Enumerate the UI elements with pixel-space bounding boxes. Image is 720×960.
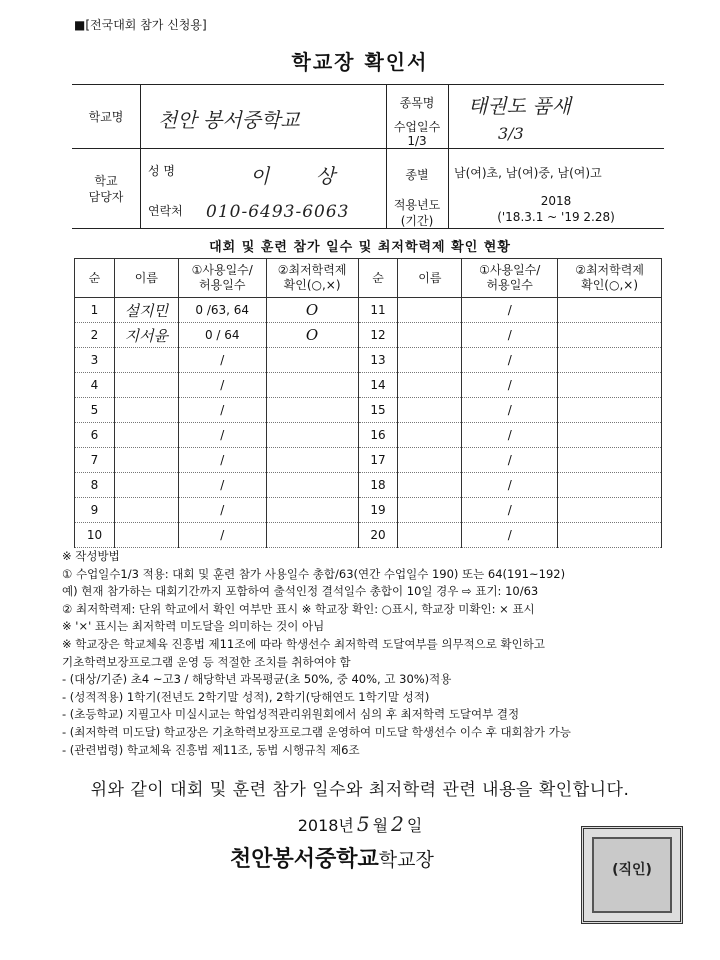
confirmation-date: 2018년 5 월 2 일: [297, 812, 423, 836]
student-name: [398, 348, 462, 373]
used-allowed-days: /: [178, 423, 266, 448]
instruction-line: ※ 학교장은 학교체육 진흥법 제11조에 따라 학생선수 최저학력 도달여부를 의무적으로 확인하고: [62, 636, 545, 651]
student-name: [398, 373, 462, 398]
contact-value: 010-6493-6063: [206, 202, 350, 222]
min-academic-check: [558, 448, 662, 473]
row-number: 9: [75, 498, 115, 523]
row-number: 20: [358, 523, 398, 548]
student-name: 설지민: [114, 298, 178, 323]
apply-period-value: ('18.3.1 ~ '19 2.28): [497, 210, 615, 224]
col-days-header-right: ①사용일수/ 허용일수: [462, 259, 558, 298]
apply-year-value: 2018: [540, 194, 572, 208]
writing-instructions: [62, 548, 702, 759]
row-number: 16: [358, 423, 398, 448]
row-number: 13: [358, 348, 398, 373]
table-row: [75, 423, 662, 448]
row-number: 8: [75, 473, 115, 498]
instruction-line: 예) 현재 참가하는 대회기간까지 포함하여 출석인정 결석일수 총합이 10일 경우 ⇨ 표기: 10/63: [62, 584, 539, 599]
col-no-header-right: 순: [358, 259, 398, 298]
table-row: [75, 348, 662, 373]
student-name: [114, 348, 178, 373]
table-row: [75, 398, 662, 423]
instruction-line: - (초등학교) 지필고사 미실시교는 학업성적관리위원회에서 심의 후 최저학력 도달여부 결정: [62, 707, 520, 722]
used-allowed-days: /: [462, 473, 558, 498]
used-allowed-days: /: [178, 373, 266, 398]
min-academic-check: [266, 423, 358, 448]
used-allowed-days: /: [178, 348, 266, 373]
instruction-line: 기초학력보장프로그램 운영 등 적절한 조치를 취하여야 함: [62, 654, 351, 669]
document-title: 학교장 확인서: [291, 50, 429, 74]
min-academic-check: [558, 473, 662, 498]
min-academic-check: [266, 523, 358, 548]
min-academic-check: [266, 448, 358, 473]
form-type-tag: ■[전국대회 참가 신청용]: [74, 18, 207, 32]
used-allowed-days: /: [462, 523, 558, 548]
col-no-header: 순: [75, 259, 115, 298]
instruction-line: - (관련법령) 학교체육 진흥법 제11조, 동법 시행규칙 제6조: [62, 742, 360, 757]
instruction-line: - (최저학력 미도달) 학교장은 기초학력보장프로그램 운영하여 미도달 학생선수 이수 후 대회참가 가능: [62, 724, 571, 739]
participation-table: [74, 258, 662, 548]
row-number: 17: [358, 448, 398, 473]
col-check-header-right: ②최저학력제 확인(○,×): [558, 259, 662, 298]
row-number: 18: [358, 473, 398, 498]
table-row: [75, 323, 662, 348]
manager-name-value: 이 상: [250, 164, 355, 188]
instruction-line: ※ 작성방법: [62, 549, 120, 563]
instruction-line: ② 최저학력제: 단위 학교에서 확인 여부만 표시 ※ 학교장 확인: ○표시, 학교장 미확인: × 표시: [62, 601, 535, 616]
student-name: [114, 498, 178, 523]
student-name: [114, 373, 178, 398]
used-allowed-days: /: [462, 323, 558, 348]
confirmation-statement: 위와 같이 대회 및 훈련 참가 일수와 최저학력 관련 내용을 확인합니다.: [90, 780, 630, 800]
used-allowed-days: 0 /63, 64: [178, 298, 266, 323]
student-name: [398, 498, 462, 523]
row-number: 15: [358, 398, 398, 423]
min-academic-check: [558, 523, 662, 548]
student-name: [114, 448, 178, 473]
manager-label-2: 담당자: [88, 190, 124, 204]
min-academic-check: [266, 498, 358, 523]
used-allowed-days: /: [462, 398, 558, 423]
table-row: [75, 373, 662, 398]
manager-name-label: 성 명: [148, 164, 175, 178]
table-row: [75, 473, 662, 498]
min-academic-check: [558, 498, 662, 523]
min-academic-check: [266, 373, 358, 398]
class-days-label: 수업일수: [393, 120, 441, 134]
used-allowed-days: /: [462, 448, 558, 473]
min-academic-check: [558, 373, 662, 398]
student-name: [398, 323, 462, 348]
student-name: [114, 398, 178, 423]
col-check-header: ②최저학력제 확인(○,×): [266, 259, 358, 298]
instruction-line: ※ '×' 표시는 최저학력 미도달을 의미하는 것이 아님: [62, 619, 325, 634]
min-academic-check: [558, 348, 662, 373]
row-number: 1: [75, 298, 115, 323]
min-academic-check: O: [266, 298, 358, 323]
row-number: 6: [75, 423, 115, 448]
table-header-row: [75, 259, 662, 298]
school-name-value: 천안 봉서중학교: [158, 108, 300, 132]
category-label: 종별: [405, 168, 429, 182]
col-name-header-right: 이름: [398, 259, 462, 298]
student-name: [398, 298, 462, 323]
student-name: [114, 423, 178, 448]
row-number: 2: [75, 323, 115, 348]
min-academic-check: [558, 398, 662, 423]
row-number: 4: [75, 373, 115, 398]
contact-label: 연락처: [148, 204, 183, 218]
instruction-line: ① 수업일수1/3 적용: 대회 및 훈련 참가 사용일수 총합/63(연간 수업일수 190) 또는 64(191~192): [62, 566, 566, 581]
used-allowed-days: /: [178, 473, 266, 498]
sport-value: 태권도 품새: [468, 94, 571, 118]
row-number: 19: [358, 498, 398, 523]
school-name-label: 학교명: [88, 110, 124, 124]
min-academic-check: [558, 323, 662, 348]
student-name: [398, 473, 462, 498]
row-number: 3: [75, 348, 115, 373]
student-name: [398, 398, 462, 423]
used-allowed-days: /: [462, 348, 558, 373]
table-row: [75, 498, 662, 523]
class-days-value: 3/3: [498, 124, 524, 143]
table-row: [75, 448, 662, 473]
used-allowed-days: /: [462, 298, 558, 323]
used-allowed-days: /: [178, 498, 266, 523]
row-number: 14: [358, 373, 398, 398]
row-number: 10: [75, 523, 115, 548]
student-name: [398, 523, 462, 548]
apply-year-label: 적용년도: [393, 198, 441, 212]
col-name-header: 이름: [114, 259, 178, 298]
instruction-line: - (대상/기준) 초4 ~고3 / 해당학년 과목평균(초 50%, 중 40%, 고 30%)적용: [62, 672, 452, 687]
min-academic-check: [558, 423, 662, 448]
used-allowed-days: /: [462, 498, 558, 523]
status-section-title: 대회 및 훈련 참가 일수 및 최저학력제 확인 현황: [209, 240, 511, 255]
table-row: [75, 298, 662, 323]
used-allowed-days: /: [178, 523, 266, 548]
table-row: [75, 523, 662, 548]
row-number: 7: [75, 448, 115, 473]
sport-label: 종목명: [399, 96, 435, 110]
min-academic-check: [266, 398, 358, 423]
student-name: [398, 423, 462, 448]
min-academic-check: [558, 298, 662, 323]
student-name: [114, 473, 178, 498]
manager-label: 학교: [94, 174, 118, 188]
used-allowed-days: /: [178, 448, 266, 473]
category-value: 남(여)초, 남(여)중, 남(여)고: [454, 166, 602, 180]
min-academic-check: [266, 348, 358, 373]
used-allowed-days: /: [462, 423, 558, 448]
col-days-header: ①사용일수/ 허용일수: [178, 259, 266, 298]
min-academic-check: O: [266, 323, 358, 348]
apply-period-label: (기간): [400, 214, 434, 228]
used-allowed-days: 0 / 64: [178, 323, 266, 348]
student-name: [398, 448, 462, 473]
row-number: 12: [358, 323, 398, 348]
principal-signature: 천안봉서중학교학교장: [230, 846, 434, 872]
used-allowed-days: /: [178, 398, 266, 423]
row-number: 5: [75, 398, 115, 423]
student-name: 지서윤: [114, 323, 178, 348]
instruction-line: - (성적적용) 1학기(전년도 2학기말 성적), 2학기(당해연도 1학기말 성적): [62, 689, 430, 704]
used-allowed-days: /: [462, 373, 558, 398]
min-academic-check: [266, 473, 358, 498]
row-number: 11: [358, 298, 398, 323]
school-seal: (직인): [581, 826, 683, 924]
class-days-ratio-label: 1/3: [407, 134, 427, 148]
student-name: [114, 523, 178, 548]
